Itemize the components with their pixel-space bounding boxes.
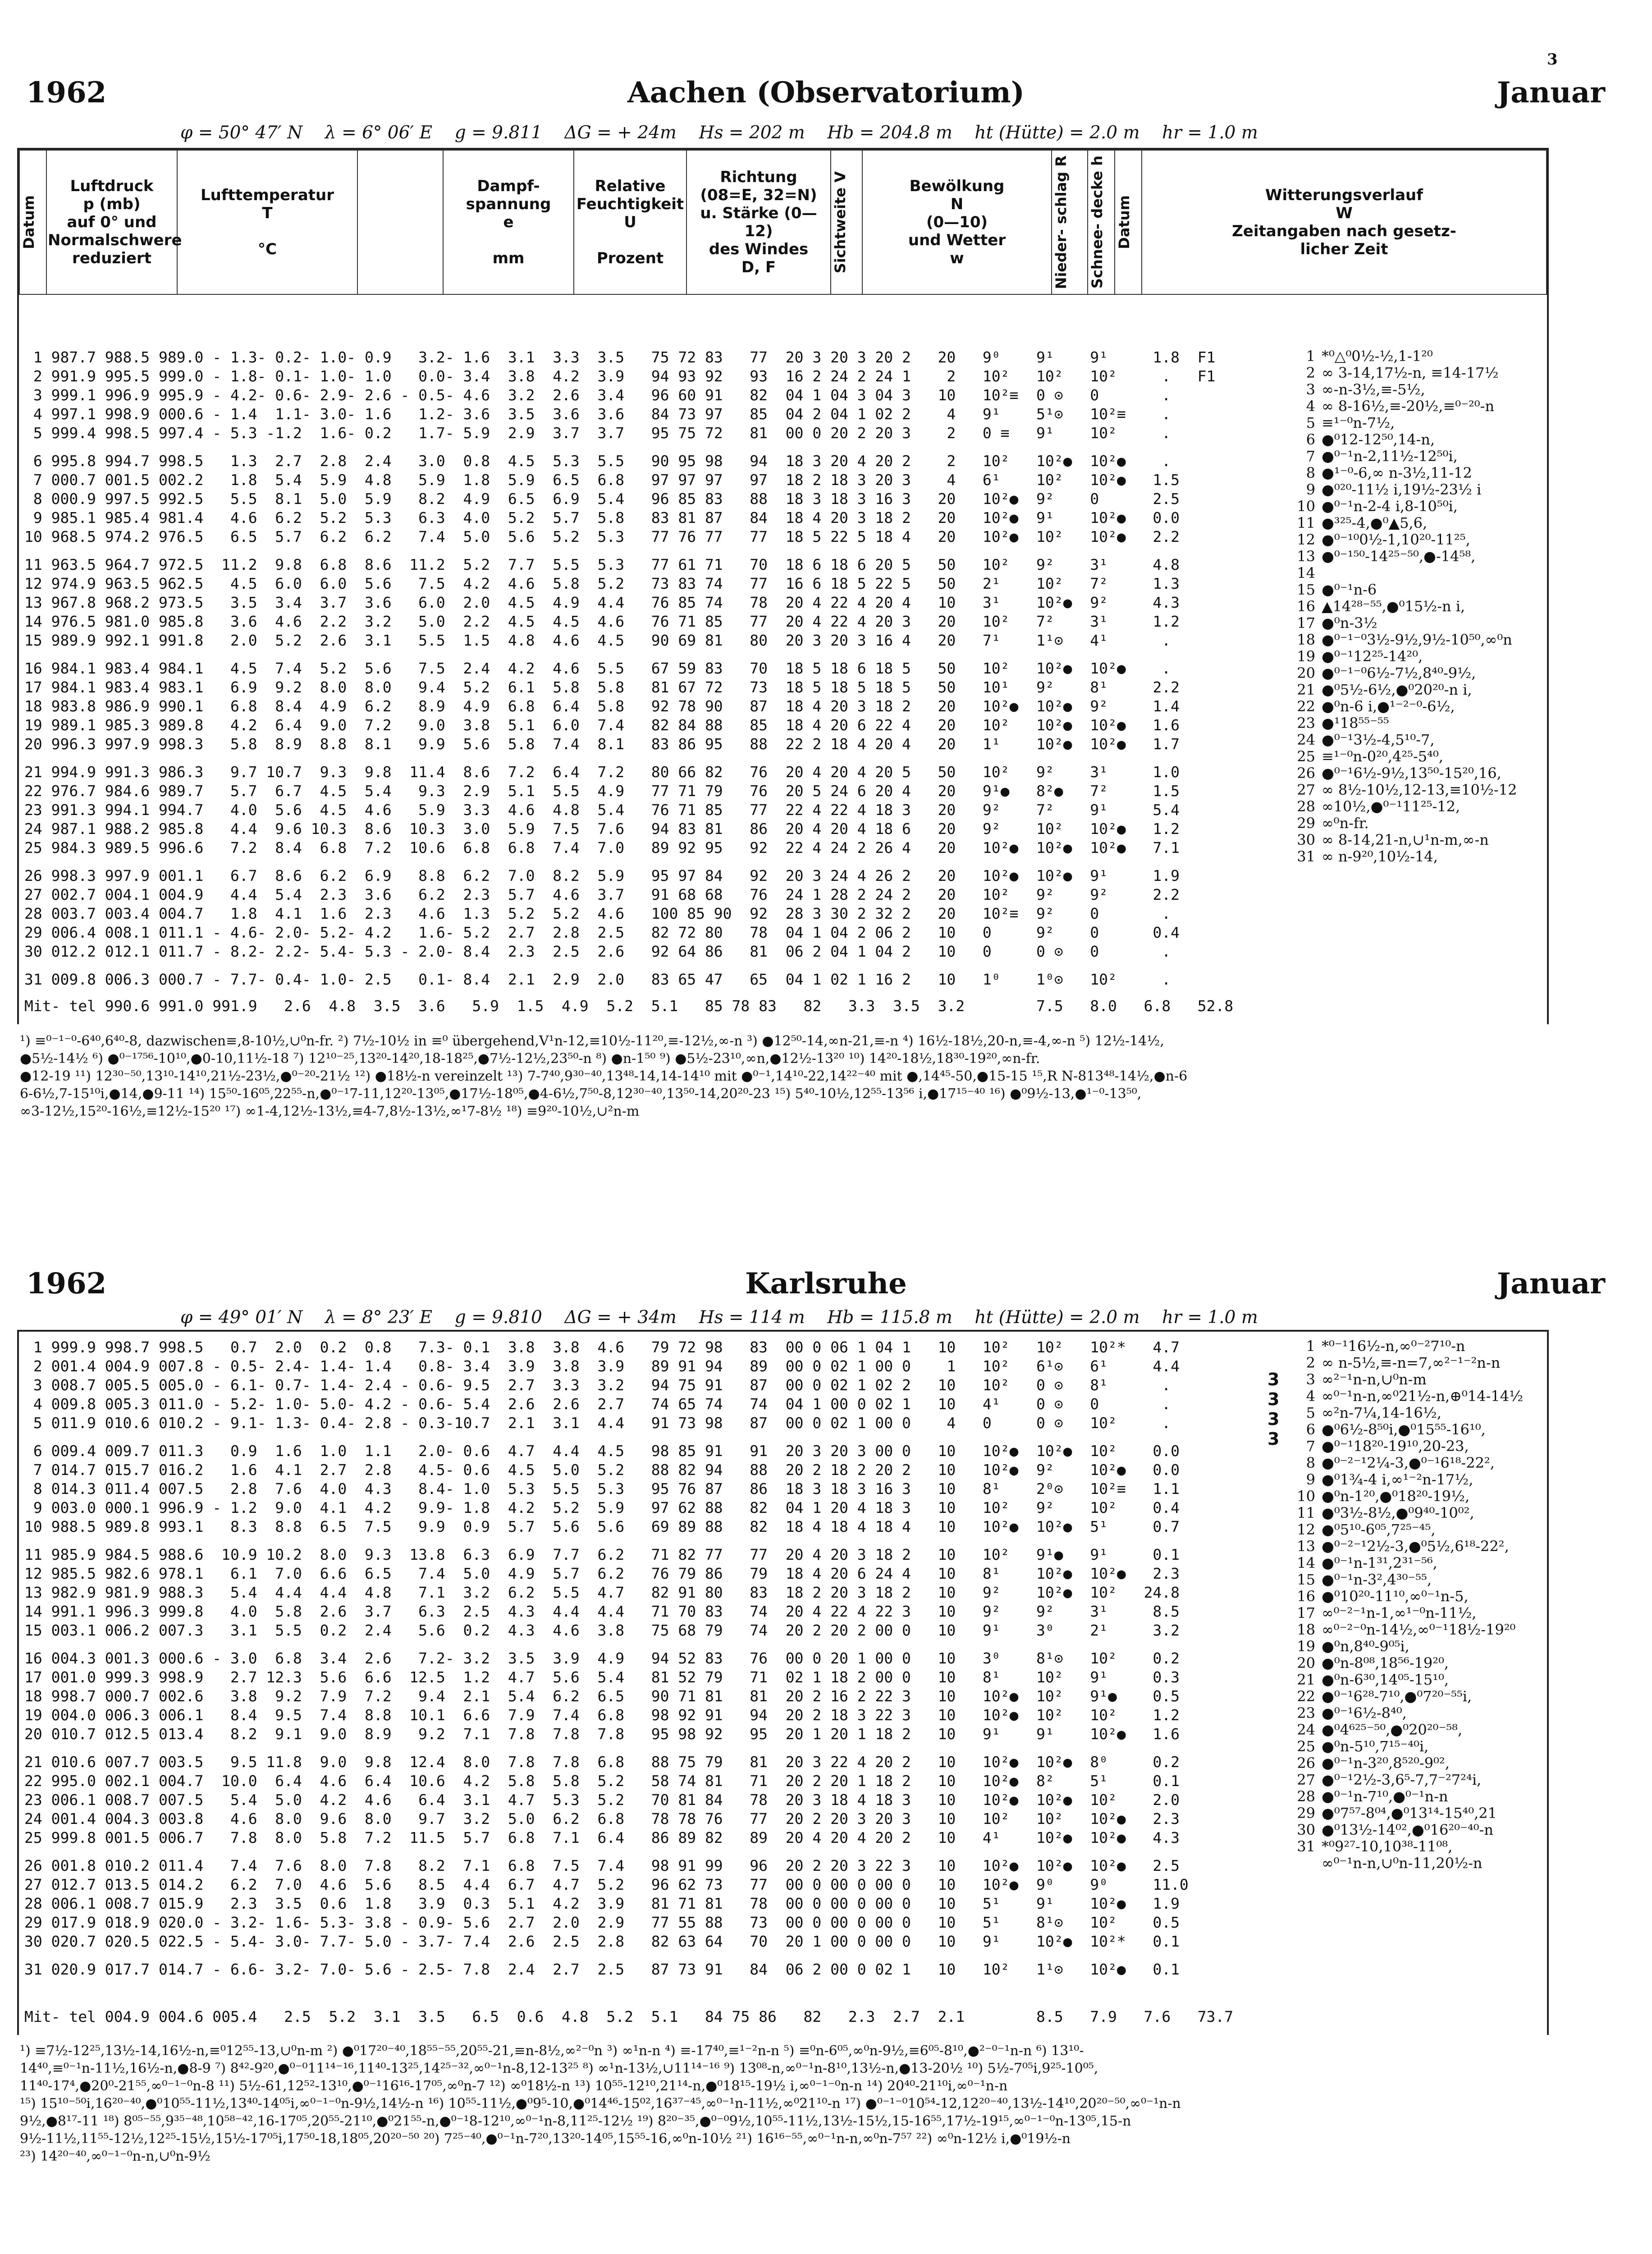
table-row: 9 985.1 985.4 981.4 4.6 6.2 5.2 5.3 6.3 4.0 5.2 5.7 5.8 83 81 87 84 18 4 20 3 18 2 20 10²● 9¹ 10²● 0.0 xyxy=(24,509,1180,527)
weather-day-number: 7 xyxy=(1306,1438,1315,1455)
table-row: 15 003.1 006.2 007.3 3.1 5.5 0.2 2.4 5.6 0.2 4.3 4.6 3.8 75 68 79 74 20 2 20 2 00 0 10 9¹ 3⁰ 2¹ 3.2 xyxy=(24,1622,1180,1639)
weather-day-number: 19 xyxy=(1297,648,1315,665)
table-row: 24 987.1 988.2 985.8 4.4 9.6 10.3 8.6 10.3 3.0 5.9 7.5 7.6 94 83 81 86 20 4 20 4 18 6 20 9² 10² 10²● 1.2 xyxy=(24,820,1180,838)
footnote-line: ²³) 14²⁰⁻⁴⁰,∞⁰⁻¹⁻⁰n-n,∪⁰n-9½ xyxy=(20,2149,211,2164)
snow-cover-value: 3 xyxy=(1268,1370,1280,1389)
weather-day-number: 5 xyxy=(1306,1404,1315,1421)
table-row: 21 010.6 007.7 003.5 9.5 11.8 9.0 9.8 12.4 8.0 7.8 7.8 6.8 88 75 79 81 20 3 22 4 20 2 10 10²● 10²● 8⁰ 0.2 xyxy=(24,1753,1180,1771)
footnote-line: ●5½-14½ ⁶) ●⁰⁻¹⁷⁵⁶-10¹⁰,●0-10,11½-18 ⁷) 12¹⁰⁻²⁵,13²⁰-14²⁰,18-18²⁵,●7½-12½,23⁵⁰-n ⁸) ●n-1⁵⁰ ⁹) ●5½-23¹⁰,∞n,●12½-13²⁰ ¹⁰) 14²⁰-18½,18³⁰-19²⁰,∞n-fr. xyxy=(20,1051,1040,1067)
header-visibility: Sichtweite V xyxy=(831,150,862,294)
weather-text: ●⁰n,8⁴⁰-9⁰⁵i, xyxy=(1322,1638,1409,1655)
weather-day-number: 8 xyxy=(1306,464,1315,481)
weather-entry xyxy=(1290,565,1517,582)
weather-text: *⁰⁻¹16½-n,∞⁰⁻²7¹⁰-n xyxy=(1322,1338,1465,1355)
weather-entry xyxy=(1290,1371,1523,1388)
snow-cover-value: 3 xyxy=(1268,1429,1280,1449)
weather-entry xyxy=(1290,1788,1523,1805)
weather-text: ●⁰⁻¹n-3²⁰,8⁵²⁰-9⁰², xyxy=(1322,1755,1450,1772)
weather-day-number: 12 xyxy=(1297,531,1315,548)
aachen-table xyxy=(17,148,1549,1024)
weather-entry xyxy=(1290,1772,1523,1788)
table-row: 22 995.0 002.1 004.7 10.0 6.4 4.6 6.4 10.6 4.2 5.8 5.8 5.2 58 74 81 71 20 2 20 1 18 2 10 10²● 8² 5¹ 0.1 xyxy=(24,1772,1180,1790)
weather-entry xyxy=(1290,1722,1523,1738)
weather-day-number: 14 xyxy=(1297,1554,1315,1571)
weather-day-number: 8 xyxy=(1306,1454,1315,1471)
weather-day-number: 3 xyxy=(1306,381,1315,398)
weather-day-number: 30 xyxy=(1297,831,1315,848)
weather-text: ●⁰⁻¹n-7¹⁰,●⁰⁻¹n-n xyxy=(1322,1788,1448,1805)
weather-entry xyxy=(1290,1838,1523,1855)
weather-text: ●⁰⁻¹n-6 xyxy=(1322,581,1377,598)
weather-text: ●⁰13½-14⁰²,●⁰16²⁰⁻⁴⁰-n xyxy=(1322,1821,1493,1838)
snow-cover-value: 3 xyxy=(1268,1389,1280,1409)
weather-entry xyxy=(1290,465,1517,481)
weather-entry xyxy=(1290,1421,1523,1438)
weather-day-number: 16 xyxy=(1297,1588,1315,1605)
weather-entry xyxy=(1290,1622,1523,1638)
footnote-line: ¹⁵) 15¹⁰⁻⁵⁰i,16²⁰⁻⁴⁰,●⁰10⁵⁵-11½,13⁴⁰-14⁰⁵i,∞⁰⁻¹⁻⁰n-9½,14½-n ¹⁶) 10⁵⁵-11½,●⁰9⁵-10,●⁰14⁴⁶-15⁰²,16³⁷⁻⁴⁵,∞⁰⁻¹n-11½,∞⁰21¹⁰-n ¹⁷) ●⁰⁻¹⁻⁰10⁵⁴-12,12²⁰⁻⁴⁰,13½-14¹⁰,20²⁰⁻⁵⁰,∞⁰⁻¹n-n xyxy=(20,2096,1181,2112)
weather-text: ●⁰⁻¹6²⁸-7¹⁰,●⁰7²⁰⁻⁵⁵i, xyxy=(1322,1688,1472,1705)
aachen-station-params: φ = 50° 47′ N λ = 6° 06′ E g = 9.811 ΔG = + 24m Hs = 202 m Hb = 204.8 m ht (Hütte) = 2.0 m hr = 1.0 m xyxy=(180,123,1258,143)
weather-day-number: 31 xyxy=(1297,848,1315,865)
karlsruhe-year: 1962 xyxy=(26,1267,107,1301)
weather-entry xyxy=(1290,1471,1523,1488)
aachen-weather-column xyxy=(1290,348,1517,865)
header-snow: Schnee- decke h xyxy=(1088,150,1115,294)
weather-entry xyxy=(1290,698,1517,715)
weather-text: ●⁰⁻¹⁻⁰3½-9½,9½-10⁵⁰,∞⁰n xyxy=(1322,631,1512,648)
weather-day-number: 30 xyxy=(1297,1821,1315,1838)
weather-entry xyxy=(1290,1505,1523,1521)
weather-day-number: 3 xyxy=(1306,1371,1315,1388)
weather-entry xyxy=(1290,682,1517,698)
weather-entry xyxy=(1290,632,1517,648)
table-row: 12 985.5 982.6 978.1 6.1 7.0 6.6 6.5 7.4 5.0 4.9 5.7 6.2 76 79 86 79 18 4 20 6 24 4 10 8¹ 10²● 10²● 2.3 xyxy=(24,1565,1180,1582)
weather-day-number: 11 xyxy=(1297,1504,1315,1521)
weather-text: ∞ n-5½,≡-n=7,∞²⁻¹⁻²n-n xyxy=(1322,1354,1501,1371)
weather-entry xyxy=(1290,1655,1523,1672)
table-row: 15 989.9 992.1 991.8 2.0 5.2 2.6 3.1 5.5 1.5 4.8 4.6 4.5 90 69 81 80 20 3 20 3 16 4 20 7¹ 1¹⊙ 4¹ . xyxy=(24,632,1171,649)
footnote-line: 6-6½,7-15¹⁰i,●14,●9-11 ¹⁴) 15⁵⁰-16⁰⁵,22⁵⁵-n,●⁰⁻¹7-11,12²⁰-13⁰⁵,●17½-18⁰⁵,●4-6½,7⁵⁰-8,12³⁰⁻⁴⁰,13⁵⁰-14,20²⁰-23 ¹⁵) 5⁴⁰-10½,12⁵⁵-13⁵⁶ i,●17¹⁵⁻⁴⁰ ¹⁶) ●⁰9½-13,●¹⁻⁰-13⁵⁰, xyxy=(20,1086,1142,1102)
table-row: 17 001.0 999.3 998.9 2.7 12.3 5.6 6.6 12.5 1.2 4.7 5.6 5.4 81 52 79 71 02 1 18 2 00 0 10 8¹ 10² 9¹ 0.3 xyxy=(24,1668,1180,1686)
weather-text: ∞ 3-14,17½-n, ≡14-17½ xyxy=(1322,364,1499,381)
weather-text: ●⁰4⁶²⁵⁻⁵⁰,●⁰20²⁰⁻⁵⁸, xyxy=(1322,1721,1463,1738)
table-row: 23 991.3 994.1 994.7 4.0 5.6 4.5 4.6 5.9 3.3 4.6 4.8 5.4 76 71 85 77 22 4 22 4 18 3 20 9² 7² 9¹ 5.4 xyxy=(24,801,1180,819)
weather-text: *⁰9²⁷-10,10³⁸-11⁰⁸, xyxy=(1322,1838,1453,1855)
weather-day-number: 18 xyxy=(1297,631,1315,648)
weather-day-number: 23 xyxy=(1297,1704,1315,1722)
table-row: 8 014.3 011.4 007.5 2.8 7.6 4.0 4.3 8.4- 1.0 5.3 5.5 5.3 95 76 87 86 18 3 18 3 16 3 10 8¹ 2⁰⊙ 10²≡ 1.1 xyxy=(24,1480,1180,1498)
weather-text: ●⁰n-3½ xyxy=(1322,614,1377,632)
weather-day-number: 22 xyxy=(1297,1688,1315,1705)
weather-day-number: 26 xyxy=(1297,765,1315,782)
weather-text: ∞⁰n-fr. xyxy=(1322,815,1369,832)
weather-day-number: 29 xyxy=(1297,1805,1315,1822)
weather-day-number: 14 xyxy=(1297,564,1315,582)
weather-day-number: 21 xyxy=(1297,1671,1315,1688)
table-row: 22 976.7 984.6 989.7 5.7 6.7 4.5 5.4 9.3 2.9 5.1 5.5 4.9 77 71 79 76 20 5 24 6 20 4 20 9¹● 8²● 7² 1.5 xyxy=(24,782,1180,800)
table-row: 9 003.0 000.1 996.9 - 1.2 9.0 4.1 4.2 9.9- 1.8 4.2 5.2 5.9 97 62 88 82 04 1 20 4 18 3 10 10² 9² 10² 0.4 xyxy=(24,1499,1180,1516)
weather-text: ●⁰⁻¹⁵⁰-14²⁵⁻⁵⁰,●-14⁵⁸, xyxy=(1322,548,1476,565)
weather-text: ●⁰7⁵⁷-8⁰⁴,●⁰13¹⁴-15⁴⁰,21 xyxy=(1322,1805,1497,1822)
weather-text: ●⁰⁻¹⁻⁰6½-7½,8⁴⁰-9½, xyxy=(1322,664,1476,682)
footnote-line: ●12-19 ¹¹) 12³⁰⁻⁵⁰,13¹⁰-14¹⁰,21½-23½,●⁰⁻²⁰-21½ ¹²) ●18½-n vereinzelt ¹³) 7-7⁴⁰,9³⁰⁻⁴⁰,13⁴⁸-14,14-14¹⁰ mit ●⁰⁻¹,14¹⁰-22,14²²⁻⁴⁰ mit ●,14⁴⁵-50,●15-15 ¹⁵,R N-813⁴⁸-14½,●n-6 xyxy=(20,1068,1188,1084)
weather-day-number: 31 xyxy=(1297,1838,1315,1855)
header-weather: Witterungsverlauf W Zeitangaben nach gesetz- licher Zeit xyxy=(1142,150,1547,294)
aachen-station-title: Aachen (Observatorium) xyxy=(627,76,1025,110)
weather-day-number: 15 xyxy=(1297,581,1315,598)
footnote-line: 11⁴⁰-17⁴,●20⁰-21⁵⁵,∞⁰⁻¹⁻⁰n-8 ¹¹) 5½-61,12⁵²-13¹⁰,●⁰⁻¹16¹⁶-17⁰⁵,∞⁰n-7 ¹²) ∞⁰18½-n ¹³) 10⁵⁵-12¹⁰,21¹⁴-n,●⁰18¹⁵-19½ i,∞⁰⁻¹⁻⁰n-n ¹⁴) 20⁴⁰-21¹⁰i,∞⁰⁻¹n-n xyxy=(20,2078,1008,2094)
table-row: 10 968.5 974.2 976.5 6.5 5.7 6.2 6.2 7.4 5.0 5.6 5.2 5.3 77 76 77 77 18 5 22 5 18 4 20 10²● 10² 10²● 2.2 xyxy=(24,528,1180,545)
header-wind: Richtung (08=E, 32=N) u. Stärke (0—12) des Windes D, F xyxy=(686,150,831,294)
weather-text: ●⁰5½-6½,●⁰20²⁰-n i, xyxy=(1322,681,1472,698)
weather-entry xyxy=(1290,1738,1523,1755)
weather-entry xyxy=(1290,348,1517,365)
weather-day-number: 28 xyxy=(1297,1788,1315,1805)
table-row: 10 988.5 989.8 993.1 8.3 8.8 6.5 7.5 9.9 0.9 5.7 5.6 5.6 69 89 88 82 18 4 18 4 18 4 10 10²● 10²● 5¹ 0.7 xyxy=(24,1518,1180,1535)
table-row: 28 006.1 008.7 015.9 2.3 3.5 0.6 1.8 3.9 0.3 5.1 4.2 3.9 81 71 81 78 00 0 00 0 00 0 10 5¹ 9¹ 10²● 1.9 xyxy=(24,1895,1180,1912)
weather-day-number: 2 xyxy=(1306,364,1315,381)
weather-day-number: 4 xyxy=(1306,1388,1315,1405)
weather-entry xyxy=(1290,1755,1523,1772)
table-row: 14 976.5 981.0 985.8 3.6 4.6 2.2 3.2 5.0 2.2 4.5 4.5 4.6 76 71 85 77 20 4 22 4 20 3 20 10² 7² 3¹ 1.2 xyxy=(24,613,1180,630)
weather-entry xyxy=(1290,1405,1523,1421)
table-row: 30 020.7 020.5 022.5 - 5.4- 3.0- 7.7- 5.0 - 3.7- 7.4 2.6 2.5 2.8 82 63 64 70 20 1 00 0 00 0 10 9¹ 10²● 10²* 0.1 xyxy=(24,1933,1180,1950)
table-row: 26 998.3 997.9 001.1 6.7 8.6 6.2 6.9 8.8 6.2 7.0 8.2 5.9 95 97 84 92 20 3 24 4 26 2 20 10²● 10²● 9¹ 1.9 xyxy=(24,867,1180,884)
table-row: 20 996.3 997.9 998.3 5.8 8.9 8.8 8.1 9.9 5.6 5.8 7.4 8.1 83 86 95 88 22 2 18 4 20 4 20 1¹ 10²● 10²● 1.7 xyxy=(24,735,1180,753)
weather-day-number: 7 xyxy=(1306,448,1315,465)
weather-day-number: 24 xyxy=(1297,1721,1315,1738)
weather-entry xyxy=(1290,1521,1523,1538)
weather-text: ●⁰⁻¹n-2,11½-12⁵⁰i, xyxy=(1322,448,1458,465)
table-row: 11 963.5 964.7 972.5 11.2 9.8 6.8 8.6 11.2 5.2 7.7 5.5 5.3 77 61 71 70 18 6 18 6 20 5 50 10² 9² 3¹ 4.8 xyxy=(24,556,1180,573)
table-row: 12 974.9 963.5 962.5 4.5 6.0 6.0 5.6 7.5 4.2 4.6 5.8 5.2 73 83 74 77 16 6 18 5 22 5 50 2¹ 10² 7² 1.3 xyxy=(24,575,1180,592)
weather-text: ∞⁰⁻²⁻⁰n-14½,∞⁰⁻¹18½-19²⁰ xyxy=(1322,1621,1516,1638)
weather-entry xyxy=(1290,515,1517,531)
weather-day-number: 6 xyxy=(1306,431,1315,448)
weather-entry xyxy=(1290,615,1517,632)
weather-text: ∞10½,●⁰⁻¹11²⁵-12, xyxy=(1322,798,1460,815)
weather-entry xyxy=(1290,765,1517,782)
footnote-line: ¹) ≡⁰⁻¹⁻⁰-6⁴⁰,6⁴⁰-8, dazwischen≡,8-10½,∪⁰n-fr. ²) 7½-10½ in ≡⁰ übergehend,V¹n-12,≡10½-11²⁰,≡-12½,∞-n ³) ●12⁵⁰-14,∞n-21,≡-n ⁴) 16½-18½,20-n,≡-4,∞-n ⁵) 12½-14½, xyxy=(20,1033,1164,1049)
table-row: 19 004.0 006.3 006.1 8.4 9.5 7.4 8.8 10.1 6.6 7.9 7.4 6.8 98 92 91 94 20 2 18 3 22 3 10 10²● 10² 10² 1.2 xyxy=(24,1706,1180,1724)
weather-day-number: 9 xyxy=(1306,481,1315,498)
footnote-line: 14⁴⁰,≡⁰⁻¹n-11½,16½-n,●8-9 ⁷) 8⁴²-9²⁰,●⁰⁻⁰11¹⁴⁻¹⁶,11⁴⁰-13²⁵,14²⁵⁻³²,∞⁰⁻¹n-8,12-13²⁵ ⁸) ∞¹n-13½,∪11¹⁴⁻¹⁶ ⁹) 13⁰⁸-n,∞⁰⁻¹n-8¹⁰,13½-n,●13-20½ ¹⁰) 5½-7⁰⁵i,9²⁵-10⁰⁵, xyxy=(20,2061,1098,2076)
karlsruhe-snow-cover xyxy=(1268,1370,1279,1449)
weather-text: ●⁰⁻¹3½-4,5¹⁰-7, xyxy=(1322,731,1435,748)
weather-text: ●¹⁻⁰-6,∞ n-3½,11-12 xyxy=(1322,464,1472,481)
table-row: 31 020.9 017.7 014.7 - 6.6- 3.2- 7.0- 5.6 - 2.5- 7.8 2.4 2.7 2.5 87 73 91 84 06 2 00 0 02 1 10 10² 1¹⊙ 10²● 0.1 xyxy=(24,1961,1180,1978)
weather-day-number: 13 xyxy=(1297,548,1315,565)
table-row: 20 010.7 012.5 013.4 8.2 9.1 9.0 8.9 9.2 7.1 7.8 7.8 7.8 95 98 92 95 20 1 20 1 18 2 10 9¹ 9¹ 10²● 1.6 xyxy=(24,1725,1180,1743)
weather-text: ≡¹⁻⁰n-0²⁰,4²⁵-5⁴⁰, xyxy=(1322,748,1443,765)
weather-day-number: 22 xyxy=(1297,698,1315,715)
karlsruhe-footnotes xyxy=(20,2042,1625,2165)
weather-text: ●⁰⁻¹n-2-4 i,8-10⁵⁰i, xyxy=(1322,498,1458,515)
weather-text: ●⁰⁻²⁻¹2½-3,●⁰5½,6¹⁸-22², xyxy=(1322,1538,1509,1555)
weather-text: ▲14²⁸⁻⁵⁵,●⁰15½-n i, xyxy=(1322,598,1465,615)
aachen-month: Januar xyxy=(1497,76,1605,110)
weather-text: ●⁰²⁰-11½ i,19½-23½ i xyxy=(1322,481,1482,498)
weather-text: ∞ 8-14,21-n,∪¹n-m,∞-n xyxy=(1322,831,1489,848)
weather-day-number: 27 xyxy=(1297,1771,1315,1788)
weather-text: ●⁰5¹⁰-6⁰⁵,7²⁵⁻⁴⁵, xyxy=(1322,1521,1436,1538)
weather-entry xyxy=(1290,1355,1523,1371)
weather-day-number: 25 xyxy=(1297,1738,1315,1755)
table-row: 29 017.9 018.9 020.0 - 3.2- 1.6- 5.3- 3.8 - 0.9- 5.6 2.7 2.0 2.9 77 55 88 73 00 0 00 0 00 0 10 5¹ 8¹⊙ 10² 0.5 xyxy=(24,1914,1180,1931)
weather-text: ●⁰n-8⁰⁸,18⁵⁶-19²⁰, xyxy=(1322,1654,1449,1672)
weather-day-number: 10 xyxy=(1297,498,1315,515)
table-row: 28 003.7 003.4 004.7 1.8 4.1 1.6 2.3 4.6 1.3 5.2 5.2 4.6 100 85 90 92 28 3 30 2 32 2 20 10²≡ 9² 0 . xyxy=(24,905,1171,922)
weather-entry xyxy=(1290,815,1517,832)
weather-day-number: 13 xyxy=(1297,1538,1315,1555)
weather-text: ∞²⁻¹n-n,∪⁰n-m xyxy=(1322,1371,1427,1388)
weather-text: ∞⁰⁻¹n-n,∞⁰21½-n,⊕⁰14-14½ xyxy=(1322,1388,1524,1405)
weather-text: ●⁰3½-8½,●⁰9⁴⁰-10⁰², xyxy=(1322,1504,1474,1521)
table-row: 27 012.7 013.5 014.2 6.2 7.0 4.6 5.6 8.5 4.4 6.7 4.7 5.2 96 62 73 77 00 0 00 0 00 0 10 10²● 9⁰ 9⁰ 11.0 xyxy=(24,1876,1189,1893)
weather-entry xyxy=(1290,748,1517,765)
table-row: 13 967.8 968.2 973.5 3.5 3.4 3.7 3.6 6.0 2.0 4.5 4.9 4.4 76 85 74 78 20 4 22 4 20 4 10 3¹ 10²● 9² 4.3 xyxy=(24,594,1180,611)
weather-text: ●⁰10²⁰-11¹⁰,∞⁰⁻¹n-5, xyxy=(1322,1588,1469,1605)
weather-day-number: 29 xyxy=(1297,815,1315,832)
weather-day-number: 5 xyxy=(1306,414,1315,431)
weather-entry xyxy=(1290,1538,1523,1555)
weather-day-number: 10 xyxy=(1297,1488,1315,1505)
weather-entry xyxy=(1290,1805,1523,1822)
weather-day-number: 2 xyxy=(1306,1354,1315,1371)
weather-text: *⁰△⁰0½-½,1-1²⁰ xyxy=(1322,348,1433,365)
weather-entry xyxy=(1290,1438,1523,1455)
karlsruhe-month: Januar xyxy=(1497,1267,1605,1301)
weather-entry xyxy=(1290,665,1517,682)
weather-text: ●⁰n-6³⁰,14⁰⁵-15¹⁰, xyxy=(1322,1671,1449,1688)
weather-text: ●⁰⁻¹6½-9½,13⁵⁰-15²⁰,16, xyxy=(1322,765,1501,782)
weather-day-number: 27 xyxy=(1297,781,1315,798)
table-row: 4 009.8 005.3 011.0 - 5.2- 1.0- 5.0- 4.2 - 0.6- 5.4 2.6 2.6 2.7 74 65 74 74 04 1 00 0 02 1 10 4¹ 0 ⊙ 0 . xyxy=(24,1395,1171,1413)
weather-text: ●⁰n-1²⁰,●⁰18²⁰-19½, xyxy=(1322,1488,1470,1505)
header-vapour: Dampf- spannung e mm xyxy=(443,150,574,294)
weather-text: ∞ n-9²⁰,10½-14, xyxy=(1322,848,1438,865)
weather-day-number: 19 xyxy=(1297,1638,1315,1655)
aachen-table-header xyxy=(19,150,1547,295)
weather-day-number: 25 xyxy=(1297,748,1315,765)
weather-day-number: 23 xyxy=(1297,715,1315,732)
weather-text: ∞ 8½-10½,12-13,≡10½-12 xyxy=(1322,781,1517,798)
weather-day-number: 4 xyxy=(1306,398,1315,415)
weather-entry xyxy=(1290,1588,1523,1605)
weather-entry xyxy=(1290,648,1517,665)
table-row: 18 983.8 986.9 990.1 6.8 8.4 4.9 6.2 8.9 4.9 6.8 6.4 5.8 92 78 90 87 18 4 20 3 18 2 20 10²● 10²● 9² 1.4 xyxy=(24,697,1180,715)
weather-text: ●⁰n-6 i,●¹⁻²⁻⁰-6½, xyxy=(1322,698,1455,715)
aachen-footnotes xyxy=(20,1032,1625,1120)
weather-entry xyxy=(1290,1388,1523,1405)
weather-entry xyxy=(1290,1571,1523,1588)
weather-text: ∞⁰⁻²⁻¹n-1,∞¹⁻⁰n-11½, xyxy=(1322,1604,1477,1622)
header-datum: Datum xyxy=(19,150,46,294)
page-number: 3 xyxy=(1547,50,1558,69)
weather-entry xyxy=(1290,365,1517,381)
weather-text: ●⁰n-5¹⁰,7¹⁵⁻⁴⁰i, xyxy=(1322,1738,1429,1755)
weather-text: ∞-n-3½,≡-5½, xyxy=(1322,381,1425,398)
table-row: 5 011.9 010.6 010.2 - 9.1- 1.3- 0.4- 2.8 - 0.3-10.7 2.1 3.1 4.4 91 73 98 87 00 0 02 1 00 0 4 0 0 ⊙ 10² . xyxy=(24,1414,1171,1432)
weather-entry xyxy=(1290,548,1517,565)
table-row: 11 985.9 984.5 988.6 10.9 10.2 8.0 9.3 13.8 6.3 6.9 7.7 6.2 71 82 77 77 20 4 20 3 18 2 10 10² 9¹● 9¹ 0.1 xyxy=(24,1546,1180,1563)
weather-text: ●⁰⁻¹n-3²,4³⁰⁻⁵⁵, xyxy=(1322,1571,1432,1588)
table-row: 30 012.2 012.1 011.7 - 8.2- 2.2- 5.4- 5.3 - 2.0- 8.4 2.3 2.5 2.6 92 64 86 81 06 2 04 1 04 2 10 0 0 ⊙ 0 . xyxy=(24,943,1171,960)
weather-entry xyxy=(1290,1555,1523,1571)
karlsruhe-mean-row: Mit- tel 004.9 004.6 005.4 2.5 5.2 3.1 3.5 6.5 0.6 4.8 5.2 5.1 84 75 86 82 2.3 2.7 2.1 8.5 7.9 7.6 73.7 xyxy=(24,2008,1234,2025)
weather-day-number: 12 xyxy=(1297,1521,1315,1538)
weather-entry xyxy=(1290,715,1517,732)
weather-text: ∞²n-7¼,14-16½, xyxy=(1322,1404,1441,1421)
aachen-mean-row: Mit- tel 990.6 991.0 991.9 2.6 4.8 3.5 3.6 5.9 1.5 4.9 5.2 5.1 85 78 83 82 3.3 3.5 3.2 7.5 8.0 6.8 52.8 xyxy=(24,997,1234,1015)
table-row: 1 987.7 988.5 989.0 - 1.3- 0.2- 1.0- 0.9 3.2- 1.6 3.1 3.3 3.5 75 72 83 77 20 3 20 3 20 2 20 9⁰ 9¹ 9¹ 1.8 F1 xyxy=(24,348,1216,366)
weather-day-number: 24 xyxy=(1297,731,1315,748)
weather-text: ∞ 8-16½,≡-20½,≡⁰⁻²⁰-n xyxy=(1322,398,1495,415)
weather-day-number: 28 xyxy=(1297,798,1315,815)
weather-text: ●⁰⁻¹6½-8⁴⁰, xyxy=(1322,1704,1407,1722)
table-row: 5 999.4 998.5 997.4 - 5.3 -1.2 1.6- 0.2 1.7- 5.9 2.9 3.7 3.7 95 75 72 81 00 0 20 2 20 3 2 0 ≡ 9¹ 10² . xyxy=(24,424,1171,442)
weather-day-number: 1 xyxy=(1306,1338,1315,1355)
weather-text: ●⁰6½-8⁵⁰i,●⁰15⁵⁵-16¹⁰, xyxy=(1322,1421,1486,1438)
table-row: 2 991.9 995.5 999.0 - 1.8- 0.1- 1.0- 1.0 0.0- 3.4 3.8 4.2 3.9 94 93 92 93 16 2 24 2 24 1 2 10² 10² 10² . F1 xyxy=(24,367,1216,385)
weather-entry xyxy=(1290,498,1517,515)
weather-text: ●³²⁵-4,●⁰▲5,6, xyxy=(1322,514,1428,531)
karlsruhe-station-params: φ = 49° 01′ N λ = 8° 23′ E g = 9.810 ΔG = + 34m Hs = 114 m Hb = 115.8 m ht (Hütte) = 2.0 m hr = 1.0 m xyxy=(180,1307,1258,1328)
weather-day-number: 20 xyxy=(1297,664,1315,682)
header-datum-right: Datum xyxy=(1115,150,1142,294)
weather-text: ●⁰⁻²⁻¹2¼-3,●⁰⁻¹6¹⁸-22², xyxy=(1322,1454,1495,1471)
weather-day-number: 18 xyxy=(1297,1621,1315,1638)
karlsruhe-data-rows xyxy=(24,1338,1189,1979)
weather-entry xyxy=(1290,1688,1523,1705)
weather-day-number: 17 xyxy=(1297,614,1315,632)
weather-entry xyxy=(1290,832,1517,848)
table-row: 16 984.1 983.4 984.1 4.5 7.4 5.2 5.6 7.5 2.4 4.2 4.6 5.5 67 59 83 70 18 5 18 6 18 5 50 10² 10²● 10²● . xyxy=(24,660,1171,677)
weather-text: ●¹18⁵⁵⁻⁵⁵ xyxy=(1322,715,1389,732)
weather-entry xyxy=(1290,448,1517,465)
footnote-line: 9½,●8¹⁷-11 ¹⁸) 8⁰⁵⁻⁵⁵,9³⁵⁻⁴⁸,10⁵⁸⁻⁴²,16-17⁰⁵,20⁵⁵-21¹⁰,●⁰21⁵⁵-n,●⁰⁻¹8-12¹⁰,∞⁰⁻¹n-8,11²⁵-12½ ¹⁹) 8²⁰⁻³⁵,●⁰⁻⁰9½,10⁵⁵-11½,13½-15½,15-16⁵⁵,17½-19¹⁵,∞⁰⁻¹⁻⁰n-13⁰⁵,15-n xyxy=(20,2113,1131,2129)
footnote-line: 9½-11½,11⁵⁵-12½,12²⁵-15½,15½-17⁰⁵i,17⁵⁰-18,18⁰⁵,20²⁰⁻⁵⁰ ²⁰) 7²⁵⁻⁴⁰,●⁰⁻¹n-7²⁰,13²⁰-14⁰⁵,15⁵⁵-16,∞⁰n-10½ ²¹) 16¹⁶⁻⁵⁵,∞⁰⁻¹n-n,∞⁰n-7⁵⁷ ²²) ∞⁰n-12½ i,●⁰19½-n xyxy=(20,2131,1071,2147)
weather-text: ≡¹⁻⁰n-7½, xyxy=(1322,414,1395,431)
table-row: 29 006.4 008.1 011.1 - 4.6- 2.0- 5.2- 4.2 1.6- 5.2 2.7 2.8 2.5 82 72 80 78 04 1 04 2 06 2 10 0 9² 0 0.4 xyxy=(24,924,1180,941)
footnote-line: ¹) ≡7½-12²⁵,13½-14,16½-n,≡⁰12⁵⁵-13,∪⁰n-m ²) ●⁰17²⁰⁻⁴⁰,18⁵⁵⁻⁵⁵,20⁵⁵-21,≡n-8½,∞²⁻⁰n ³) ∞¹n-n ⁴) ≡-17⁴⁰,≡¹⁻²n-n ⁵) ≡⁰n-6⁰⁵,∞⁰n-9½,≡6⁰⁵-8¹⁰,●²⁻⁰⁻¹n-n ⁶) 13¹⁰- xyxy=(20,2043,1084,2059)
weather-day-number: 17 xyxy=(1297,1604,1315,1622)
table-row: 26 001.8 010.2 011.4 7.4 7.6 8.0 7.8 8.2 7.1 6.8 7.5 7.4 98 91 99 96 20 2 20 3 22 3 10 10²● 10²● 10²● 2.5 xyxy=(24,1857,1180,1874)
weather-entry xyxy=(1290,1455,1523,1471)
weather-text: ●⁰⁻¹12²⁵-14²⁰, xyxy=(1322,648,1423,665)
table-row: 6 009.4 009.7 011.3 0.9 1.6 1.0 1.1 2.0- 0.6 4.7 4.4 4.5 98 85 91 91 20 3 20 3 00 0 10 10²● 10²● 10² 0.0 xyxy=(24,1442,1180,1460)
weather-text: ●⁰⁻¹18²⁰-19¹⁰,20-23, xyxy=(1322,1438,1469,1455)
table-row: 14 991.1 996.3 999.8 4.0 5.8 2.6 3.7 6.3 2.5 4.3 4.4 4.4 71 70 83 74 20 4 22 4 22 3 10 9² 9² 3¹ 8.5 xyxy=(24,1603,1180,1620)
weather-entry xyxy=(1290,481,1517,498)
snow-cover-value: 3 xyxy=(1268,1409,1280,1429)
weather-entry xyxy=(1290,1488,1523,1505)
table-row: 3 999.1 996.9 995.9 - 4.2- 0.6- 2.9- 2.6 - 0.5- 4.6 3.2 2.6 3.4 96 60 91 82 04 1 04 3 04 3 10 10²≡ 0 ⊙ 0 . xyxy=(24,386,1171,404)
weather-entry xyxy=(1290,582,1517,598)
table-row: 17 984.1 983.4 983.1 6.9 9.2 8.0 8.0 9.4 5.2 6.1 5.8 5.8 81 67 72 73 18 5 18 5 18 5 50 10¹ 9² 8¹ 2.2 xyxy=(24,678,1180,696)
weather-entry xyxy=(1290,1672,1523,1688)
weather-day-number: 16 xyxy=(1297,598,1315,615)
table-row: 25 984.3 989.5 996.6 7.2 8.4 6.8 7.2 10.6 6.8 6.8 7.4 7.0 89 92 95 92 22 4 24 2 26 4 20 10²● 10²● 10²● 7.1 xyxy=(24,839,1180,857)
weather-day-number: 15 xyxy=(1297,1571,1315,1588)
weather-text: ●⁰⁻¹⁰0½-1,10²⁰-11²⁵, xyxy=(1322,531,1470,548)
weather-entry xyxy=(1290,848,1517,865)
header-cloud: Bewölkung N (0—10) und Wetter w xyxy=(862,150,1052,294)
karlsruhe-table xyxy=(17,1330,1549,2035)
table-row: 16 004.3 001.3 000.6 - 3.0 6.8 3.4 2.6 7.2- 3.2 3.5 3.9 4.9 94 52 83 76 00 0 20 1 00 0 10 3⁰ 8¹⊙ 10² 0.2 xyxy=(24,1649,1180,1667)
weather-day-number: 20 xyxy=(1297,1654,1315,1672)
karlsruhe-station-title: Karlsruhe xyxy=(745,1267,907,1301)
header-precip: Nieder- schlag R xyxy=(1052,150,1088,294)
table-row: 13 982.9 981.9 988.3 5.4 4.4 4.4 4.8 7.1 3.2 6.2 5.5 4.7 82 91 80 83 18 2 20 3 18 2 10 9² 10²● 10² 24.8 xyxy=(24,1584,1180,1601)
weather-entry xyxy=(1290,598,1517,615)
table-row: 7 000.7 001.5 002.2 1.8 5.4 5.9 4.8 5.9 1.8 5.9 6.5 6.8 97 97 97 97 18 2 18 3 20 3 4 6¹ 10² 10²● 1.5 xyxy=(24,471,1180,489)
table-row: 27 002.7 004.1 004.9 4.4 5.4 2.3 3.6 6.2 2.3 5.7 4.6 3.7 91 68 68 76 24 1 28 2 24 2 20 10² 9² 9² 2.2 xyxy=(24,886,1180,903)
weather-day-number: 26 xyxy=(1297,1755,1315,1772)
footnote-line: ∞3-12½,15²⁰-16½,≡12½-15²⁰ ¹⁷) ∞1-4,12½-13½,≡4-7,8½-13½,∞¹7-8½ ¹⁸) ≡9²⁰-10½,∪²n-m xyxy=(20,1104,640,1119)
weather-text: ●⁰⁻¹n-1³¹,2³¹⁻⁵⁶, xyxy=(1322,1554,1437,1571)
weather-text: ●⁰⁻¹2½-3,6⁵-7,7⁻²7²⁴i, xyxy=(1322,1771,1482,1788)
weather-entry xyxy=(1290,431,1517,448)
weather-entry xyxy=(1290,531,1517,548)
weather-day-number: 1 xyxy=(1306,348,1315,365)
weather-entry xyxy=(1290,1605,1523,1622)
header-minmax xyxy=(357,150,443,294)
karlsruhe-weather-column xyxy=(1290,1338,1523,1872)
weather-entry xyxy=(1290,782,1517,798)
weather-entry xyxy=(1290,1638,1523,1655)
table-row: 1 999.9 998.7 998.5 0.7 2.0 0.2 0.8 7.3- 0.1 3.8 3.8 4.6 79 72 98 83 00 0 06 1 04 1 10 10² 10² 10²* 4.7 xyxy=(24,1338,1180,1356)
header-temperature: Lufttemperatur T °C xyxy=(177,150,357,294)
table-row: 2 001.4 004.9 007.8 - 0.5- 2.4- 1.4- 1.4 0.8- 3.4 3.9 3.8 3.9 89 91 94 89 00 0 02 1 00 0 1 10² 6¹⊙ 6¹ 4.4 xyxy=(24,1357,1180,1375)
aachen-year: 1962 xyxy=(26,76,107,110)
table-row: 7 014.7 015.7 016.2 1.6 4.1 2.7 2.8 4.5- 0.6 4.5 5.0 5.2 88 82 94 88 20 2 18 2 20 2 10 10²● 9² 10²● 0.0 xyxy=(24,1461,1180,1479)
weather-entry xyxy=(1290,1705,1523,1722)
weather-day-number: 9 xyxy=(1306,1471,1315,1488)
weather-entry xyxy=(1290,398,1517,415)
table-row: 19 989.1 985.3 989.8 4.2 6.4 9.0 7.2 9.0 3.8 5.1 6.0 7.4 82 84 88 85 18 4 20 6 22 4 20 10² 10²● 10²● 1.6 xyxy=(24,716,1180,734)
weather-entry xyxy=(1290,1338,1523,1355)
table-row: 23 006.1 008.7 007.5 5.4 5.0 4.2 4.6 6.4 3.1 4.7 5.3 5.2 70 81 84 78 20 3 18 4 18 3 10 10²● 10²● 10² 2.0 xyxy=(24,1791,1180,1809)
table-row: 6 995.8 994.7 998.5 1.3 2.7 2.8 2.4 3.0 0.8 4.5 5.3 5.5 90 95 98 94 18 3 20 4 20 2 2 10² 10²● 10²● . xyxy=(24,452,1171,470)
table-row: 8 000.9 997.5 992.5 5.5 8.1 5.0 5.9 8.2 4.9 6.5 6.9 5.4 96 85 83 88 18 3 18 3 16 3 20 10²● 9² 0 2.5 xyxy=(24,490,1180,508)
weather-text: ●⁰12-12⁵⁰,14-n, xyxy=(1322,431,1435,448)
header-pressure: Luftdruck p (mb) auf 0° und Normalschwere reduziert xyxy=(46,150,177,294)
header-humidity: Relative Feuchtigkeit U Prozent xyxy=(574,150,686,294)
weather-entry xyxy=(1290,798,1517,815)
aachen-data-rows xyxy=(24,348,1215,989)
weather-entry-extra: ∞⁰⁻¹n-n,∪⁰n-11,20½-n xyxy=(1322,1855,1483,1872)
table-row: 3 008.7 005.5 005.0 - 6.1- 0.7- 1.4- 2.4 - 0.6- 9.5 2.7 3.3 3.2 94 75 91 87 00 0 02 1 02 2 10 10² 0 ⊙ 8¹ . xyxy=(24,1376,1171,1394)
table-row: 4 997.1 998.9 000.6 - 1.4 1.1- 3.0- 1.6 1.2- 3.6 3.5 3.6 3.6 84 73 97 85 04 2 04 1 02 2 4 9¹ 5¹⊙ 10²≡ . xyxy=(24,405,1171,423)
weather-text: ●⁰1¾-4 i,∞¹⁻²n-17½, xyxy=(1322,1471,1474,1488)
weather-day-number: 11 xyxy=(1297,514,1315,531)
table-row: 18 998.7 000.7 002.6 3.8 9.2 7.9 7.2 9.4 2.1 5.4 6.2 6.5 90 71 81 81 20 2 16 2 22 3 10 10²● 10² 9¹● 0.5 xyxy=(24,1687,1180,1705)
weather-day-number: 21 xyxy=(1297,681,1315,698)
weather-entry xyxy=(1290,1822,1523,1838)
weather-entry xyxy=(1290,732,1517,748)
weather-entry xyxy=(1290,381,1517,398)
table-row: 31 009.8 006.3 000.7 - 7.7- 0.4- 1.0- 2.5 0.1- 8.4 2.1 2.9 2.0 83 65 47 65 04 1 02 1 16 2 10 1⁰ 1⁰⊙ 10² . xyxy=(24,971,1171,988)
table-row: 25 999.8 001.5 006.7 7.8 8.0 5.8 7.2 11.5 5.7 6.8 7.1 6.4 86 89 82 89 20 4 20 4 20 2 10 4¹ 10²● 10²● 4.3 xyxy=(24,1829,1180,1846)
weather-day-number: 6 xyxy=(1306,1421,1315,1438)
table-row: 24 001.4 004.3 003.8 4.6 8.0 9.6 8.0 9.7 3.2 5.0 6.2 6.8 78 78 76 77 20 2 20 3 20 3 10 10² 10² 10²● 2.3 xyxy=(24,1810,1180,1828)
table-row: 21 994.9 991.3 986.3 9.7 10.7 9.3 9.8 11.4 8.6 7.2 6.4 7.2 80 66 82 76 20 4 20 4 20 5 50 10² 9² 3¹ 1.0 xyxy=(24,763,1180,781)
weather-entry xyxy=(1290,415,1517,431)
